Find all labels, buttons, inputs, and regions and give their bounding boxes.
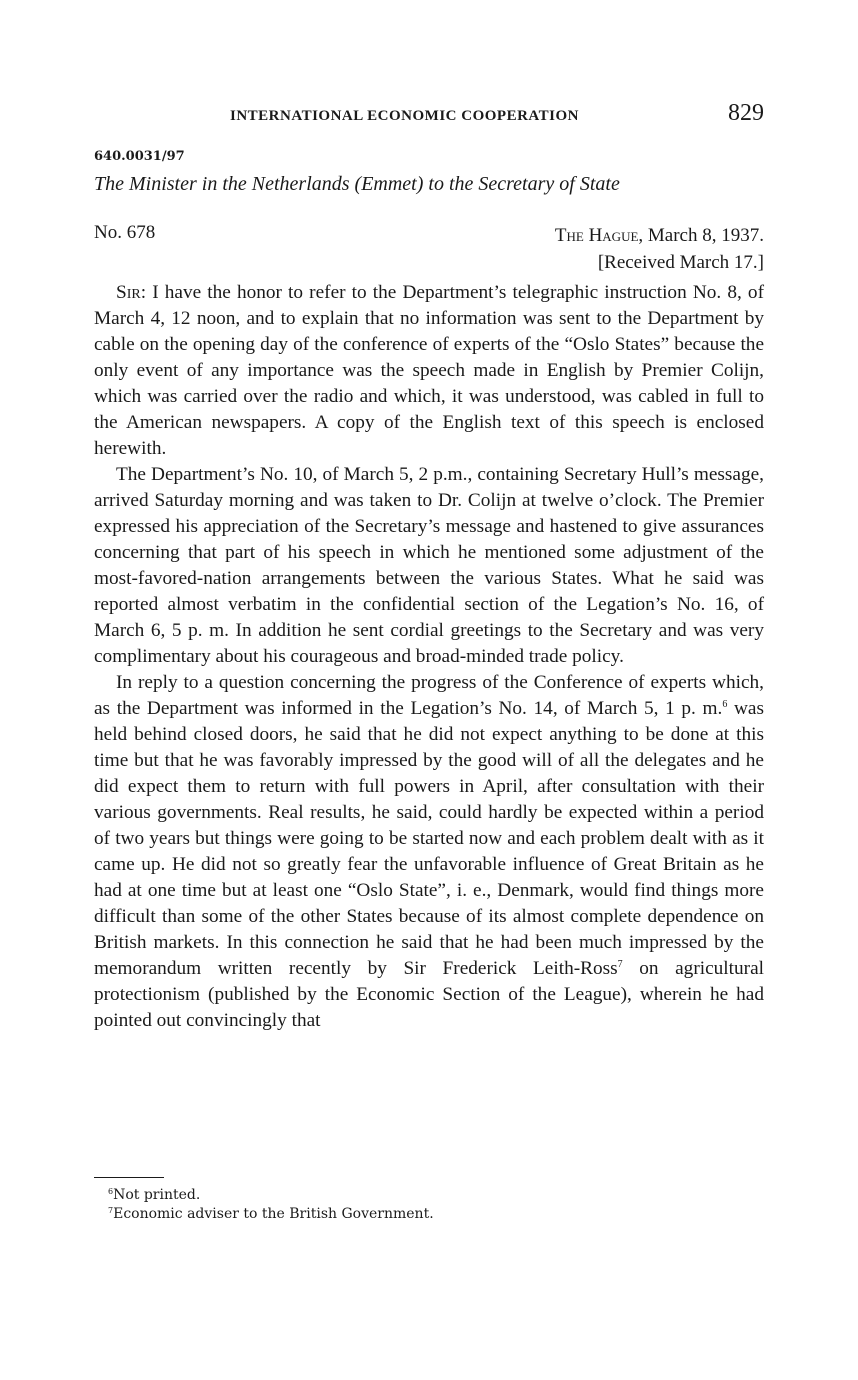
- paragraph-3-text-a: In reply to a question concerning the progress of the Conference of experts which, as the Department was informed in the Legation’s No. 14, of March 5, 1 p. m.: [94, 672, 764, 719]
- footnotes: [108, 1186, 434, 1224]
- running-head: [94, 100, 764, 134]
- received-date: [Received March 17.]: [597, 252, 764, 273]
- footnote-7: [108, 1205, 434, 1224]
- letter-body: [94, 280, 764, 1034]
- paragraph-1-text: : I have the honor to refer to the Department’s telegraphic instruction No. 8, of March 4, 12 noon, and to explain that no information was sent to the Department by cable on the opening day of the conference of experts of the “Oslo States” because the only event of any importance was the speech made in English by Premier Colijn, which was carried over the radio and which, it was understood, was cabled in full to the American newspapers. A copy of the English text of this speech is enclosed herewith.: [94, 282, 764, 459]
- paragraph-3-text-c: on agricultural protectionism (published by the Economic Section of the League), wherein he had pointed out convincingly that: [94, 958, 764, 1031]
- salutation: Sir: [116, 282, 141, 303]
- footnote-6: [108, 1186, 434, 1205]
- footnote-mark: 7: [108, 1206, 114, 1215]
- footnote-ref-6: 6: [722, 699, 728, 710]
- date: , March 8, 1937.: [638, 225, 764, 246]
- paragraph-3: [94, 670, 764, 1034]
- place-date: [555, 222, 764, 249]
- document-number: No. 678: [94, 222, 156, 243]
- dateline: [555, 222, 764, 276]
- paragraph-3-text-b: was held behind closed doors, he said that he did not expect anything to be done at this time but that he was favorably impressed by the good will of all the delegates and he did expect them to return with full powers in April, after consultation with their various governments. Real results, he said, could hardly be expected within a period of two years but things were going to be started now and each problem dealt with as it came up. He did not so greatly fear the unfavorable influence of Great Britain as he had at one time but at least one “Oslo State”, i. e., Denmark, would find things more difficult than some of the other States because of its almost complete dependence on British markets. In this connection he said that he had been much impressed by the memorandum written recently by Sir Frederick Leith-Ross: [94, 698, 764, 979]
- footnote-mark: 6: [108, 1187, 114, 1196]
- paragraph-1: [94, 280, 764, 462]
- place: The Hague: [554, 225, 639, 246]
- file-number: 640.0031/97: [94, 149, 185, 164]
- footnote-divider: [94, 1177, 164, 1178]
- running-title: INTERNATIONAL ECONOMIC COOPERATION: [230, 108, 579, 124]
- document-title: The Minister in the Netherlands (Emmet) to the Secretary of State: [94, 173, 620, 195]
- footnote-ref-7: 7: [617, 959, 623, 970]
- footnote-text: Economic adviser to the British Government.: [113, 1206, 434, 1222]
- paragraph-2: The Department’s No. 10, of March 5, 2 p.m., containing Secretary Hull’s message, arrived Saturday morning and was taken to Dr. Colijn at twelve o’clock. The Premier expressed his appreciation of the Secretary’s message and hastened to give assurances concerning that part of his speech in which he mentioned some adjustment of the most-favored-nation arrangements between the various States. What he said was reported almost verbatim in the confidential section of the Legation’s No. 16, of March 6, 5 p. m. In addition he sent cordial greetings to the Secretary and was very complimentary about his courageous and broad-minded trade policy.: [94, 464, 764, 667]
- page-number: 829: [728, 100, 764, 126]
- footnote-text: Not printed.: [113, 1187, 201, 1203]
